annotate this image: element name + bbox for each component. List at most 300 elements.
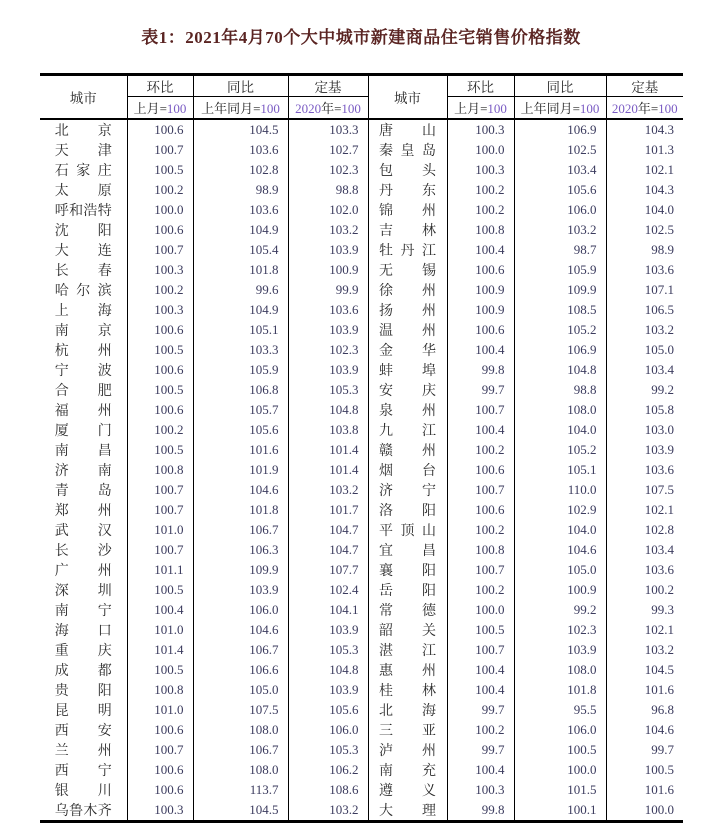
table-row [40,580,683,600]
table-container [40,73,683,823]
base-value-cell: 103.4 [606,540,683,560]
mom-value-cell: 100.7 [127,140,193,160]
yoy-value-cell: 106.8 [193,380,288,400]
city-name: 贵阳 [54,683,112,699]
city-cell [40,760,127,780]
yoy-value-cell: 104.6 [193,480,288,500]
city-name: 哈尔滨 [54,283,112,299]
column-subheader-mom-left: 上月=100 [127,97,193,119]
yoy-value-cell: 100.5 [514,740,606,760]
city-cell [40,520,127,540]
yoy-value-cell: 103.6 [193,200,288,220]
city-cell [368,180,447,200]
city-cell [368,320,447,340]
city-name: 烟台 [379,463,436,479]
city-cell [40,160,127,180]
yoy-value-cell: 100.0 [514,760,606,780]
city-cell [40,119,127,140]
yoy-value-cell: 113.7 [193,780,288,800]
table-row [40,320,683,340]
base-value-cell: 106.0 [288,720,368,740]
yoy-value-cell: 105.0 [193,680,288,700]
yoy-value-cell: 106.0 [514,720,606,740]
city-name: 厦门 [54,423,112,439]
city-cell [368,300,447,320]
yoy-value-cell: 106.3 [193,540,288,560]
yoy-value-cell: 98.7 [514,240,606,260]
city-cell [40,660,127,680]
city-name: 武汉 [54,523,112,539]
city-name: 西安 [54,723,112,739]
mom-value-cell: 100.8 [127,680,193,700]
mom-value-cell: 99.7 [447,380,514,400]
column-subheader-mom-right: 上月=100 [447,97,514,119]
table-row [40,280,683,300]
city-cell [368,119,447,140]
city-cell [40,780,127,800]
yoy-value-cell: 110.0 [514,480,606,500]
table-body [40,119,683,822]
base-value-cell: 103.6 [606,560,683,580]
yoy-value-cell: 101.5 [514,780,606,800]
city-name: 常德 [379,603,436,619]
yoy-value-cell: 107.5 [193,700,288,720]
yoy-value-cell: 106.6 [193,660,288,680]
mom-value-cell: 100.7 [127,480,193,500]
yoy-value-cell: 103.9 [514,640,606,660]
yoy-value-cell: 104.5 [193,119,288,140]
mom-value-cell: 100.9 [447,280,514,300]
mom-value-cell: 100.5 [127,340,193,360]
table-row [40,460,683,480]
mom-value-cell: 100.7 [447,560,514,580]
yoy-value-cell: 101.8 [193,500,288,520]
yoy-value-cell: 104.0 [514,420,606,440]
base-value-cell: 102.3 [288,160,368,180]
city-name: 乌鲁木齐 [54,803,112,819]
base-value-cell: 103.9 [288,680,368,700]
table-row [40,119,683,140]
column-subheader-base-left: 2020年=100 [288,97,368,119]
yoy-value-cell: 106.0 [193,600,288,620]
city-cell [368,580,447,600]
mom-value-cell: 100.3 [127,300,193,320]
mom-value-cell: 100.4 [447,680,514,700]
base-value-cell: 101.4 [288,440,368,460]
city-name: 温州 [379,323,436,339]
mom-value-cell: 100.6 [127,320,193,340]
yoy-value-cell: 104.8 [514,360,606,380]
city-cell [368,380,447,400]
mom-value-cell: 100.2 [127,420,193,440]
base-value-cell: 101.3 [606,140,683,160]
city-cell [368,620,447,640]
city-name: 南充 [379,763,436,779]
price-index-table [40,73,683,823]
base-value-cell: 104.1 [288,600,368,620]
yoy-value-cell: 102.5 [514,140,606,160]
base-value-cell: 102.7 [288,140,368,160]
city-cell [368,520,447,540]
table-row [40,220,683,240]
yoy-value-cell: 99.2 [514,600,606,620]
base-value-cell: 101.6 [606,780,683,800]
table-row [40,400,683,420]
city-name: 济宁 [379,483,436,499]
city-cell [40,620,127,640]
yoy-value-cell: 101.9 [193,460,288,480]
table-title: 表1：2021年4月70个大中城市新建商品住宅销售价格指数 [141,28,581,47]
yoy-value-cell: 103.9 [193,580,288,600]
yoy-value-cell: 108.0 [514,660,606,680]
mom-value-cell: 100.8 [127,460,193,480]
city-name: 合肥 [54,383,112,399]
column-header-yoy-left: 同比 [193,75,288,97]
city-cell [40,400,127,420]
table-row [40,440,683,460]
column-header-mom-left: 环比 [127,75,193,97]
yoy-value-cell: 104.6 [514,540,606,560]
city-name: 石家庄 [54,163,112,179]
city-name: 三亚 [379,723,436,739]
city-name: 呼和浩特 [54,203,112,219]
city-cell [40,300,127,320]
city-cell [368,760,447,780]
city-cell [368,720,447,740]
yoy-value-cell: 105.2 [514,440,606,460]
mom-value-cell: 100.5 [127,380,193,400]
city-name: 青岛 [54,483,112,499]
mom-value-cell: 100.9 [447,300,514,320]
table-row [40,500,683,520]
city-cell [368,780,447,800]
city-cell [40,560,127,580]
city-name: 沈阳 [54,223,112,239]
yoy-value-cell: 109.9 [514,280,606,300]
city-cell [368,660,447,680]
city-name: 襄阳 [379,563,436,579]
yoy-value-cell: 104.5 [193,800,288,822]
city-name: 宁波 [54,363,112,379]
yoy-value-cell: 104.9 [193,300,288,320]
city-cell [368,540,447,560]
mom-value-cell: 100.5 [127,660,193,680]
city-name: 赣州 [379,443,436,459]
mom-value-cell: 101.0 [127,520,193,540]
yoy-value-cell: 101.8 [514,680,606,700]
yoy-value-cell: 104.9 [193,220,288,240]
table-row [40,760,683,780]
city-name: 大连 [54,243,112,259]
mom-value-cell: 101.0 [127,700,193,720]
base-value-cell: 104.8 [288,660,368,680]
city-name: 兰州 [54,743,112,759]
base-value-cell: 100.2 [606,580,683,600]
city-cell [368,340,447,360]
base-value-cell: 103.2 [288,800,368,822]
city-name: 九江 [379,423,436,439]
yoy-value-cell: 104.6 [193,620,288,640]
city-name: 深圳 [54,583,112,599]
base-value-cell: 98.8 [288,180,368,200]
city-cell [40,600,127,620]
mom-value-cell: 100.6 [447,500,514,520]
city-cell [368,640,447,660]
yoy-value-cell: 108.0 [193,720,288,740]
yoy-value-cell: 106.9 [514,340,606,360]
city-cell [40,180,127,200]
base-value-cell: 100.0 [606,800,683,822]
mom-value-cell: 100.6 [447,260,514,280]
city-cell [40,720,127,740]
mom-value-cell: 100.0 [447,140,514,160]
city-cell [40,800,127,822]
table-row [40,600,683,620]
city-cell [40,140,127,160]
base-value-cell: 103.2 [288,480,368,500]
city-cell [40,220,127,240]
column-header-base-right: 定基 [606,75,683,97]
city-cell [368,560,447,580]
base-value-cell: 103.8 [288,420,368,440]
base-value-cell: 103.9 [288,320,368,340]
yoy-value-cell: 100.1 [514,800,606,822]
yoy-value-cell: 106.7 [193,740,288,760]
column-header-city-left: 城市 [40,75,127,119]
table-row [40,300,683,320]
table-row [40,260,683,280]
mom-value-cell: 100.7 [447,480,514,500]
base-value-cell: 102.1 [606,160,683,180]
base-value-cell: 103.4 [606,360,683,380]
column-header-yoy-right: 同比 [514,75,606,97]
yoy-value-cell: 108.0 [193,760,288,780]
column-header-city-right: 城市 [368,75,447,119]
city-name: 西宁 [54,763,112,779]
city-cell [40,460,127,480]
yoy-value-cell: 106.7 [193,520,288,540]
mom-value-cell: 100.5 [127,160,193,180]
city-cell [40,580,127,600]
base-value-cell: 107.7 [288,560,368,580]
city-name: 丹东 [379,183,436,199]
city-cell [368,360,447,380]
base-value-cell: 104.7 [288,520,368,540]
mom-value-cell: 100.2 [447,520,514,540]
table-header [40,75,683,119]
table-row [40,200,683,220]
city-name: 福州 [54,403,112,419]
base-value-cell: 105.3 [288,740,368,760]
base-value-cell: 103.9 [288,360,368,380]
base-value-cell: 103.9 [606,440,683,460]
mom-value-cell: 100.3 [127,260,193,280]
base-value-cell: 104.3 [606,119,683,140]
city-name: 牡丹江 [379,243,436,259]
city-name: 广州 [54,563,112,579]
mom-value-cell: 100.6 [447,460,514,480]
base-value-cell: 103.2 [288,220,368,240]
base-value-cell: 105.8 [606,400,683,420]
city-cell [40,480,127,500]
city-name: 韶关 [379,623,436,639]
mom-value-cell: 100.3 [447,780,514,800]
base-value-cell: 104.7 [288,540,368,560]
yoy-value-cell: 95.5 [514,700,606,720]
city-name: 安庆 [379,383,436,399]
base-value-cell: 104.0 [606,200,683,220]
mom-value-cell: 100.7 [127,540,193,560]
yoy-value-cell: 104.0 [514,520,606,540]
city-name: 洛阳 [379,503,436,519]
city-name: 重庆 [54,643,112,659]
city-name: 包头 [379,163,436,179]
city-cell [40,200,127,220]
column-subheader-base-right: 2020年=100 [606,97,683,119]
city-cell [40,280,127,300]
city-cell [40,380,127,400]
city-cell [368,260,447,280]
mom-value-cell: 100.7 [447,640,514,660]
mom-value-cell: 100.6 [127,400,193,420]
mom-value-cell: 101.0 [127,620,193,640]
mom-value-cell: 100.4 [447,660,514,680]
city-name: 天津 [54,143,112,159]
city-cell [368,220,447,240]
city-cell [40,240,127,260]
base-value-cell: 96.8 [606,700,683,720]
city-name: 平顶山 [379,523,436,539]
base-value-cell: 99.9 [288,280,368,300]
mom-value-cell: 100.6 [447,320,514,340]
table-row [40,780,683,800]
city-cell [368,480,447,500]
mom-value-cell: 100.7 [127,240,193,260]
yoy-value-cell: 103.2 [514,220,606,240]
table-row [40,380,683,400]
yoy-value-cell: 99.6 [193,280,288,300]
mom-value-cell: 100.2 [127,180,193,200]
city-name: 长春 [54,263,112,279]
mom-value-cell: 100.0 [447,600,514,620]
city-name: 海口 [54,623,112,639]
city-cell [368,400,447,420]
yoy-value-cell: 108.5 [514,300,606,320]
table-row [40,700,683,720]
city-cell [40,420,127,440]
city-cell [40,740,127,760]
base-value-cell: 102.8 [606,520,683,540]
table-row [40,340,683,360]
city-name: 无锡 [379,263,436,279]
city-cell [368,680,447,700]
base-value-cell: 105.6 [288,700,368,720]
yoy-value-cell: 109.9 [193,560,288,580]
city-name: 济南 [54,463,112,479]
city-cell [368,240,447,260]
city-name: 南京 [54,323,112,339]
city-name: 北海 [379,703,436,719]
column-header-mom-right: 环比 [447,75,514,97]
base-value-cell: 103.6 [288,300,368,320]
city-cell [368,440,447,460]
base-value-cell: 102.1 [606,620,683,640]
yoy-value-cell: 103.3 [193,340,288,360]
yoy-value-cell: 106.0 [514,200,606,220]
city-cell [368,700,447,720]
yoy-value-cell: 103.4 [514,160,606,180]
mom-value-cell: 100.6 [127,220,193,240]
column-subheader-yoy-right: 上年同月=100 [514,97,606,119]
city-cell [40,260,127,280]
mom-value-cell: 100.6 [127,760,193,780]
base-value-cell: 104.3 [606,180,683,200]
yoy-value-cell: 105.1 [514,460,606,480]
city-cell [40,440,127,460]
city-name: 长沙 [54,543,112,559]
mom-value-cell: 100.8 [447,220,514,240]
yoy-value-cell: 101.8 [193,260,288,280]
yoy-value-cell: 98.8 [514,380,606,400]
base-value-cell: 100.9 [288,260,368,280]
city-cell [368,500,447,520]
base-value-cell: 98.9 [606,240,683,260]
base-value-cell: 103.6 [606,460,683,480]
base-value-cell: 107.1 [606,280,683,300]
mom-value-cell: 100.5 [447,620,514,640]
city-cell [40,500,127,520]
base-value-cell: 105.0 [606,340,683,360]
yoy-value-cell: 102.3 [514,620,606,640]
city-cell [40,320,127,340]
yoy-value-cell: 108.0 [514,400,606,420]
base-value-cell: 108.6 [288,780,368,800]
city-name: 宜昌 [379,543,436,559]
table-row [40,180,683,200]
base-value-cell: 99.2 [606,380,683,400]
city-name: 杭州 [54,343,112,359]
base-value-cell: 105.3 [288,640,368,660]
mom-value-cell: 100.3 [447,160,514,180]
table-row [40,740,683,760]
mom-value-cell: 100.2 [447,200,514,220]
base-value-cell: 102.4 [288,580,368,600]
base-value-cell: 103.3 [288,119,368,140]
city-name: 扬州 [379,303,436,319]
city-cell [368,460,447,480]
city-name: 岳阳 [379,583,436,599]
base-value-cell: 104.8 [288,400,368,420]
base-value-cell: 106.2 [288,760,368,780]
table-row [40,620,683,640]
base-value-cell: 106.5 [606,300,683,320]
mom-value-cell: 100.8 [447,540,514,560]
mom-value-cell: 100.7 [127,740,193,760]
mom-value-cell: 100.4 [447,420,514,440]
mom-value-cell: 100.5 [127,440,193,460]
base-value-cell: 104.5 [606,660,683,680]
table-row [40,540,683,560]
base-value-cell: 107.5 [606,480,683,500]
city-name: 郑州 [54,503,112,519]
city-cell [368,160,447,180]
base-value-cell: 103.6 [606,260,683,280]
city-name: 湛江 [379,643,436,659]
base-value-cell: 101.7 [288,500,368,520]
city-cell [368,420,447,440]
city-cell [40,700,127,720]
mom-value-cell: 100.2 [127,280,193,300]
